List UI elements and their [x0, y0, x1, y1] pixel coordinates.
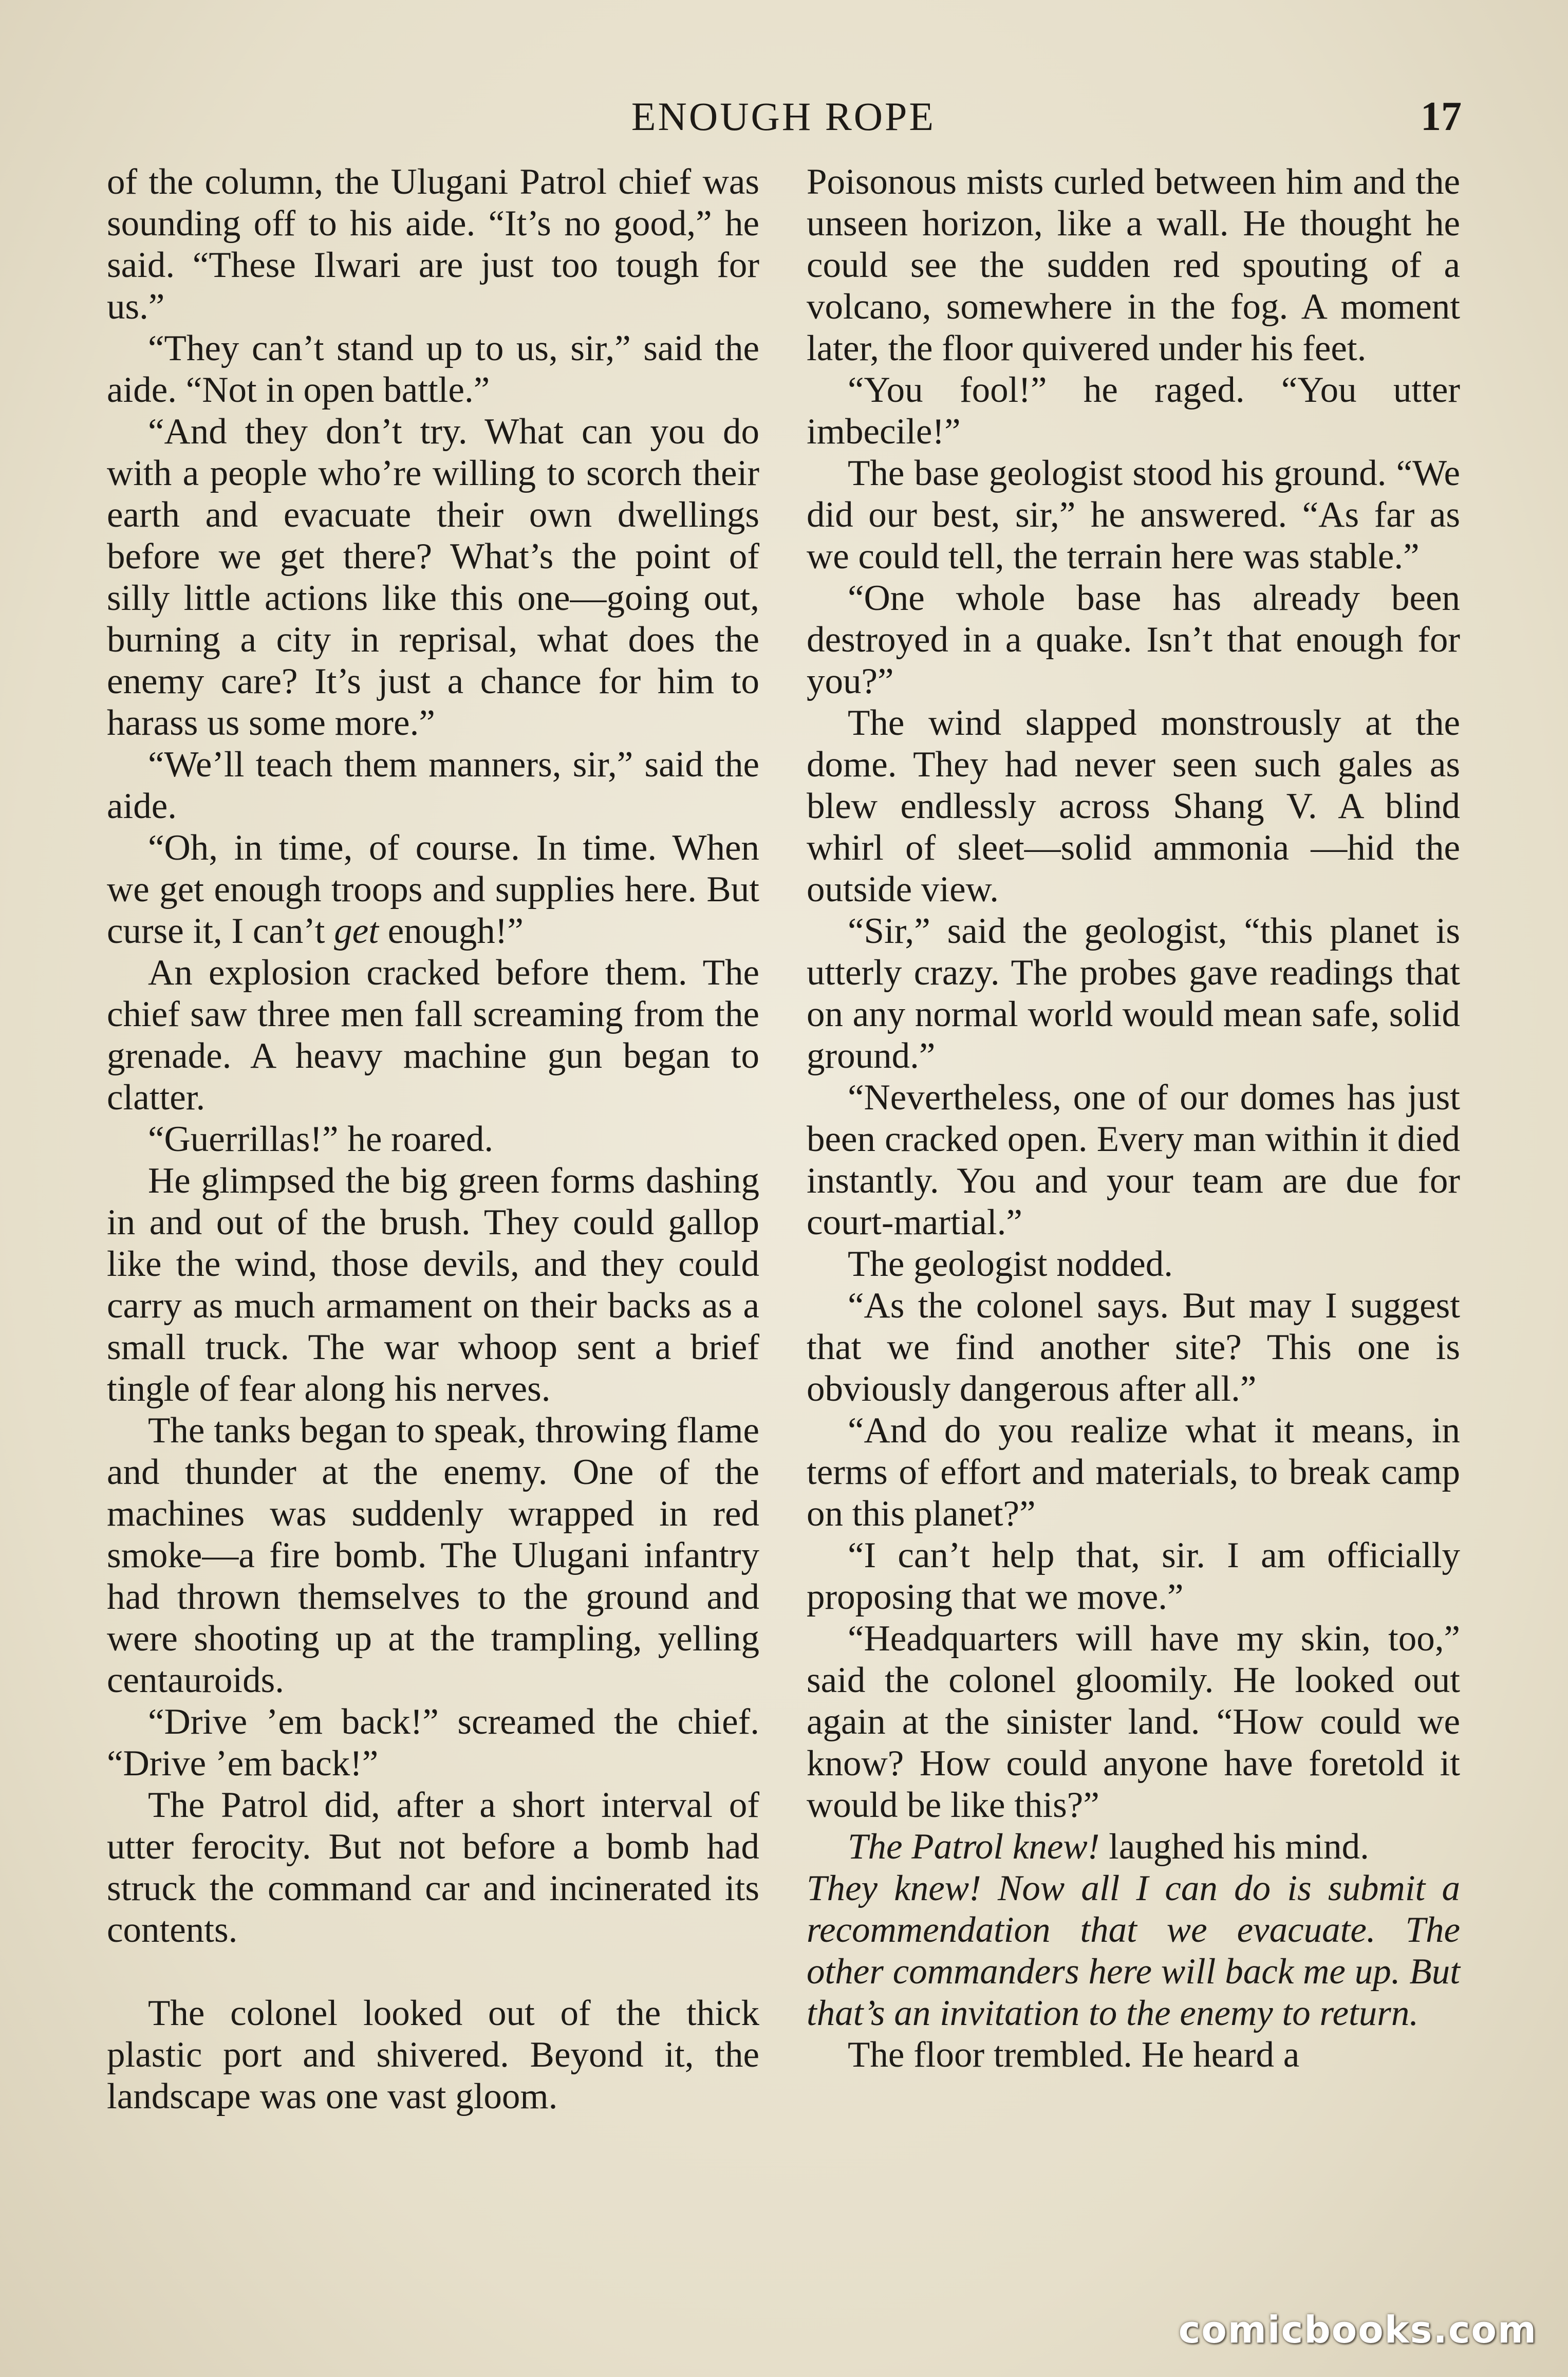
paragraph: “You fool!” he raged. “You utter imbecile!” [807, 370, 1460, 452]
paragraph: The wind slapped monstrously at the dome. They had never seen such gales as blew endlessly across Shang V. A blind whirl of sleet—solid ammonia —hid the outside view. [807, 703, 1460, 909]
paragraph: The Patrol did, after a short interval of utter ferocity. But not before a bomb had struck the command car and incinerated its contents. [107, 1785, 759, 1950]
paragraph [807, 1826, 1460, 1868]
paragraph-text: “Oh, in time, of course. In time. When we get enough troops and supplies here. But curse it, I can’t [107, 828, 759, 951]
paragraph: The tanks began to speak, throwing flame and thunder at the enemy. One of the machines was suddenly wrapped in red smoke—a fire bomb. The Ulugani infantry had thrown themselves to the ground and were shooting up at the trampling, yelling centauroids. [107, 1410, 759, 1700]
paragraph: “And they don’t try. What can you do with a people who’re willing to scorch their earth and evacuate their own dwellings before we get there? What’s the point of silly little actions like this one—going out, burning a city in reprisal, what does the enemy care? It’s just a chance for him to harass us some more.” [107, 412, 759, 743]
text-column-left [107, 161, 759, 2118]
paragraph: “Sir,” said the geologist, “this planet is utterly crazy. The probes gave readings that on any normal world would mean safe, solid ground.” [807, 911, 1460, 1076]
italic-paragraph: They knew! Now all I can do is submit a recommendation that we evacuate. The other commanders here will back me up. But that’s an invitation to the enemy to return. [807, 1868, 1460, 2033]
paragraph: An explosion cracked before them. The chief saw three men fall screaming from the grenade. A heavy machine gun began to clatter. [107, 953, 759, 1118]
page-number: 17 [1421, 94, 1462, 139]
paragraph: “We’ll teach them manners, sir,” said the aide. [107, 745, 759, 826]
paragraph: “I can’t help that, sir. I am officially proposing that we move.” [807, 1535, 1460, 1617]
paragraph: The base geologist stood his ground. “We did our best, sir,” he answered. “As far as we could tell, the terrain here was stable.” [807, 453, 1460, 577]
paragraph: of the column, the Ulugani Patrol chief was sounding off to his aide. “It’s no good,” he said. “These Ilwari are just too tough for us.” [107, 162, 759, 327]
paragraph: “Guerrillas!” he roared. [148, 1119, 494, 1159]
paragraph-text: enough!” [387, 911, 524, 951]
paragraph: “Drive ’em back!” screamed the chief. “Drive ’em back!” [107, 1702, 759, 1784]
emphasis-text: get [334, 911, 379, 951]
paragraph: “And do you realize what it means, in terms of effort and materials, to break camp on this planet?” [807, 1410, 1460, 1534]
emphasis-text: The Patrol knew! [848, 1827, 1100, 1867]
paragraph: Poisonous mists curled between him and the unseen horizon, like a wall. He thought he could see the sudden red spouting of a volcano, somewhere in the fog. A moment later, the floor quivered under his feet. [807, 162, 1460, 368]
paragraph: “Nevertheless, one of our domes has just been cracked open. Every man within it died instantly. You and your team are due for court-martial.” [807, 1078, 1460, 1242]
paragraph: “One whole base has already been destroyed in a quake. Isn’t that enough for you?” [807, 578, 1460, 701]
paragraph: The geologist nodded. [848, 1244, 1173, 1284]
paragraph: He glimpsed the big green forms dashing in and out of the brush. They could gallop like the wind, those devils, and they could carry as much armament on their backs as a small truck. The war whoop sent a brief tingle of fear along his nerves. [107, 1161, 759, 1409]
paragraph-text: laughed his mind. [1109, 1827, 1369, 1867]
page-header [105, 88, 1462, 145]
paragraph: The floor trembled. He heard a [848, 2035, 1300, 2075]
paragraph: “They can’t stand up to us, sir,” said the aide. “Not in open battle.” [107, 328, 759, 410]
paragraph: “As the colonel says. But may I suggest that we find another site? This one is obviously dangerous after all.” [807, 1286, 1460, 1409]
paragraph: “Headquarters will have my skin, too,” said the colonel gloomily. He looked out again at the sinister land. “How could we know? How could anyone have foretold it would be like this?” [807, 1619, 1460, 1825]
watermark: comicbooks.com [1178, 2308, 1537, 2351]
running-title: ENOUGH ROPE [631, 94, 936, 139]
paragraph: The colonel looked out of the thick plastic port and shivered. Beyond it, the landscape was one vast gloom. [107, 1993, 759, 2116]
paragraph [107, 827, 759, 952]
text-column-right [807, 161, 1460, 2076]
